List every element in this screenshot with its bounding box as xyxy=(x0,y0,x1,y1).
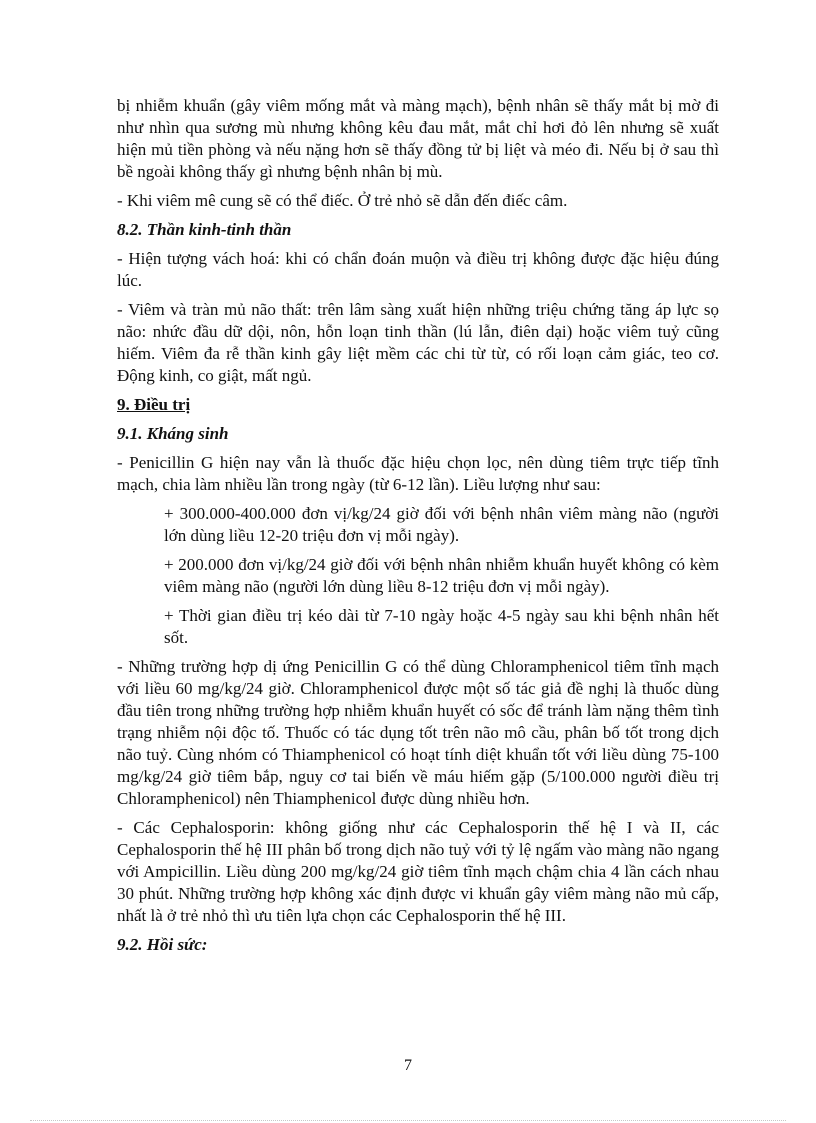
paragraph-eye-complications: bị nhiễm khuẩn (gây viêm mống mắt và màng mạch), bệnh nhân sẽ thấy mắt bị mờ đi như nhìn qua sương mù nhưng không kêu đau mắt, mắt chỉ hơi đỏ lên nhưng sẽ xuất hiện mủ tiền phòng và nếu nặng hơn sẽ thấy đồng tử bị liệt và méo đi. Nếu bị ở sau thì bề ngoài không thấy gì nhưng bệnh nhân bị mù. xyxy=(117,96,719,181)
paragraph-cephalosporin: - Các Cephalosporin: không giống như các Cephalosporin thế hệ I và II, các Cephalosporin thế hệ III phân bố trong dịch não tuỷ với tỷ lệ ngấm vào màng não ngang với Ampicillin. Liều dùng 200 mg/kg/24 giờ tiêm tĩnh mạch chậm chia 4 lần cách nhau 30 phút. Những trường hợp không xác định được vi khuẩn gây viêm màng não mủ cấp, nhất là ở trẻ nhỏ thì ưu tiên lựa chọn các Cephalosporin thế hệ III. xyxy=(117,818,719,925)
heading-9: 9. Điều trị xyxy=(117,395,191,414)
list-item-duration: + Thời gian điều trị kéo dài từ 7-10 ngày hoặc 4-5 ngày sau khi bệnh nhân hết sốt. xyxy=(164,606,719,647)
page-number: 7 xyxy=(404,1057,412,1074)
document-page xyxy=(117,95,719,956)
paragraph-ventricular-empyema: - Viêm và tràn mủ não thất: trên lâm sàng xuất hiện những triệu chứng tăng áp lực sọ não: nhức đầu dữ dội, nôn, hỗn loạn tinh thần (lú lẫn, điên dại) hoặc viêm tuỷ cũng hiếm. Viêm đa rễ thần kinh gây liệt mềm các chi từ từ, có rối loạn cảm giác, teo cơ. Động kinh, co giật, mất ngủ. xyxy=(117,300,719,385)
paragraph-septation: - Hiện tượng vách hoá: khi có chẩn đoán muộn và điều trị không được đặc hiệu đúng lúc. xyxy=(117,249,719,290)
page-bottom-divider xyxy=(30,1120,786,1121)
paragraph-labyrinthitis: - Khi viêm mê cung sẽ có thể điếc. Ở trẻ nhỏ sẽ dẫn đến điếc câm. xyxy=(117,191,568,210)
paragraph-penicillin: - Penicillin G hiện nay vẫn là thuốc đặc hiệu chọn lọc, nên dùng tiêm trực tiếp tĩnh mạch, chia làm nhiều lần trong ngày (từ 6-12 lần). Liều lượng như sau: xyxy=(117,453,719,494)
paragraph-chloramphenicol: - Những trường hợp dị ứng Penicillin G có thể dùng Chloramphenicol tiêm tĩnh mạch với liều 60 mg/kg/24 giờ. Chloramphenicol được một số tác giả đề nghị là thuốc dùng đầu tiên trong những trường hợp nhiễm khuẩn huyết có sốc để tránh làm nặng thêm tình trạng nhiễm nội độc tố. Thuốc có tác dụng tốt trên não mô cầu, phân bố tốt trong dịch não tuỷ. Cùng nhóm có Thiamphenicol có hoạt tính diệt khuẩn tốt với liều dùng 75-100 mg/kg/24 giờ tiêm bắp, nguy cơ tai biến về máu hiếm gặp (5/100.000 người điều trị Chloramphenicol) nên Thiamphenicol được dùng nhiều hơn. xyxy=(117,657,719,808)
heading-9-2: 9.2. Hồi sức: xyxy=(117,935,208,954)
heading-8-2: 8.2. Thần kinh-tinh thần xyxy=(117,220,292,239)
list-item-dose-septicemia: + 200.000 đơn vị/kg/24 giờ đối với bệnh nhân nhiễm khuẩn huyết không có kèm viêm màng não (người lớn dùng liều 8-12 triệu đơn vị mỗi ngày). xyxy=(164,555,719,596)
heading-9-1: 9.1. Kháng sinh xyxy=(117,424,229,443)
list-item-dose-meningitis: + 300.000-400.000 đơn vị/kg/24 giờ đối với bệnh nhân viêm màng não (người lớn dùng liều 12-20 triệu đơn vị mỗi ngày). xyxy=(164,504,719,545)
